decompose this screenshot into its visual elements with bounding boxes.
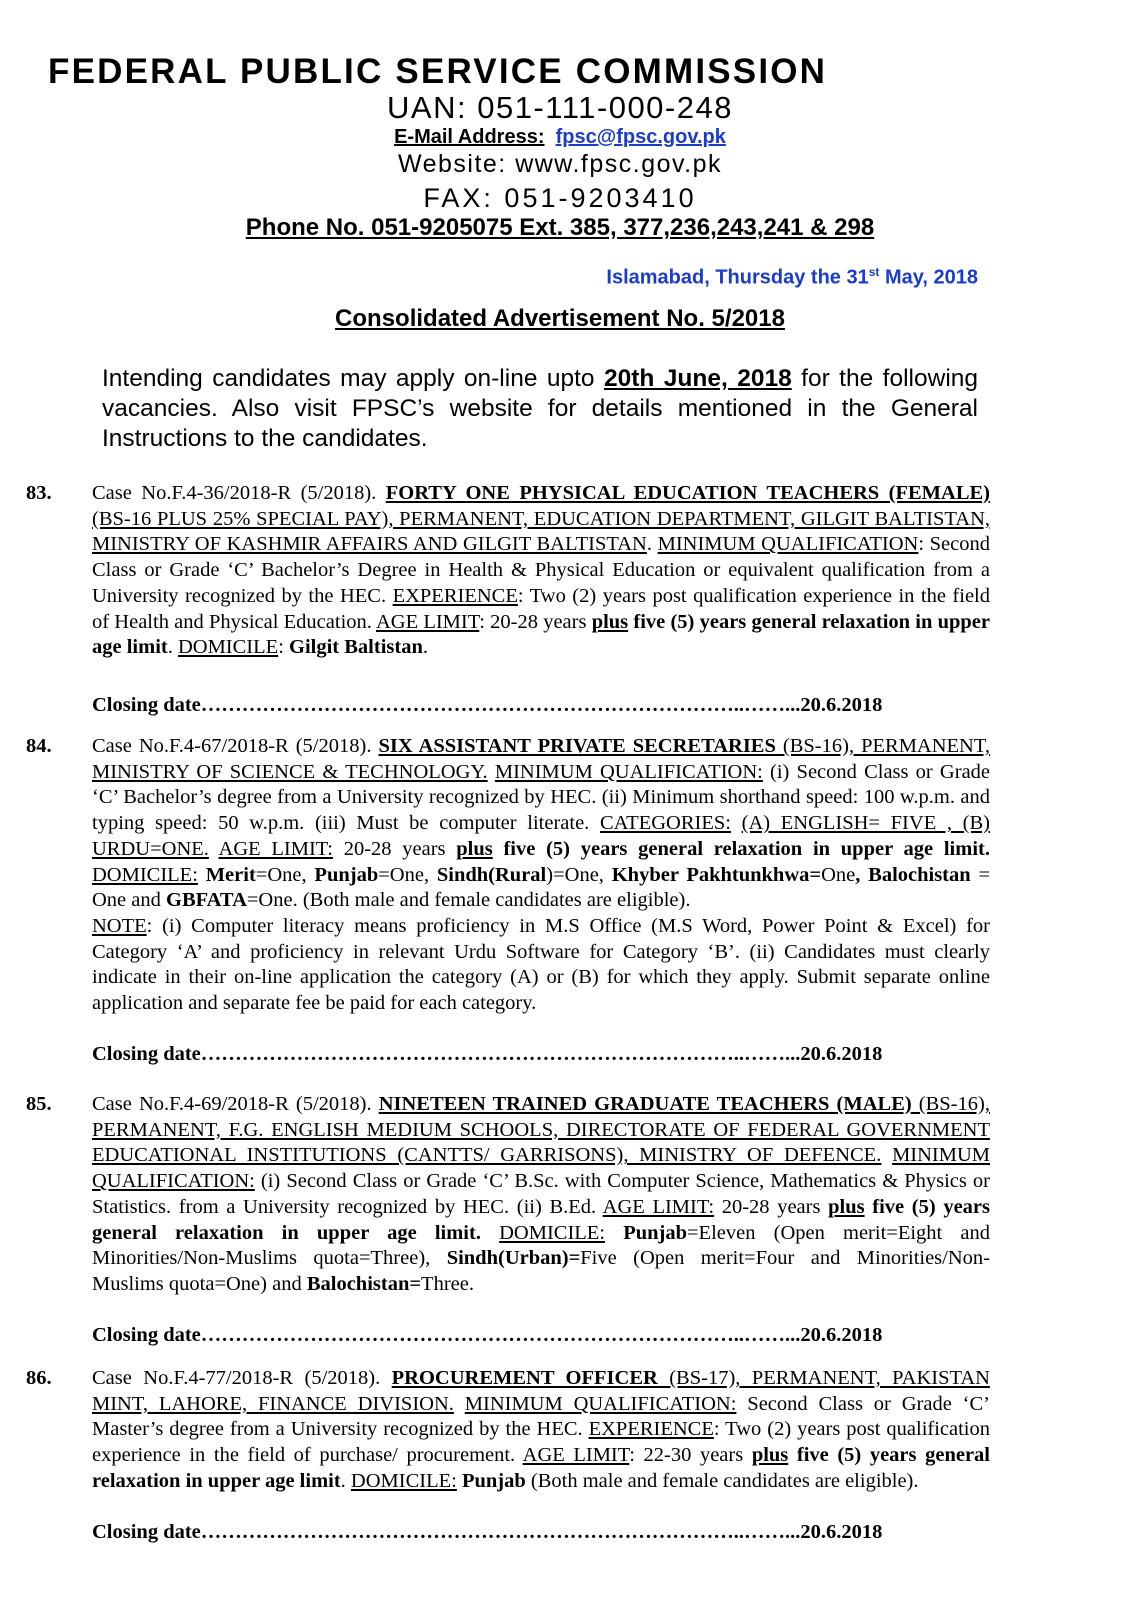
text-segment: [881, 1144, 892, 1166]
text-segment: PROCUREMENT OFFICER: [391, 1367, 658, 1389]
phone-line: Phone No. 051-9205075 Ext. 385, 377,236,243,241 & 298: [245, 214, 875, 241]
text-segment: : Two (2) years post qualification experience in the field of purchase/ procurement.: [92, 1418, 991, 1467]
date-suffix: May, 2018: [879, 266, 978, 289]
text-segment: [481, 1222, 499, 1244]
text-segment: Punjab: [623, 1221, 687, 1244]
date-line: [606, 265, 978, 290]
text-segment: (i) Second Class or Grade ‘C’ Bachelor’s degree from a University recognized by HEC. (ii) Minimum shorthand speed: 100 w.p.m. and typing speed: 50 w.p.m. (iii) Must be computer literate.: [92, 760, 991, 835]
entry-body: [92, 481, 990, 661]
intro-pre: Intending candidates may apply on-line upto: [102, 365, 604, 392]
text-segment: Five (Open merit=Four and Minorities/Non-Muslims quota=One) and: [92, 1247, 990, 1295]
text-segment: NOTE: [92, 914, 147, 937]
email-link[interactable]: fpsc@fpsc.gov.pk: [555, 126, 726, 148]
text-segment: DOMICILE:: [499, 1221, 606, 1244]
text-segment: )=One,: [546, 863, 612, 886]
text-segment: AGE LIMIT:: [602, 1195, 715, 1218]
advertisement-title: Consolidated Advertisement No. 5/2018: [335, 305, 785, 332]
closing-date: Closing date……………………………………………………………………..……...20.6.2018: [92, 694, 883, 716]
text-segment: Case No.F.4-69/2018-R (5/2018).: [92, 1093, 379, 1115]
entry-number: 83.: [26, 482, 52, 504]
text-segment: (A) ENGLISH= FIVE , (B) URDU=ONE.: [92, 812, 990, 860]
closing-date: Closing date……………………………………………………………………..……...20.6.2018: [92, 1043, 883, 1065]
entry-body: [92, 1366, 990, 1495]
text-segment: SIX ASSISTANT PRIVATE SECRETARIES: [378, 735, 776, 757]
text-segment: (BS-16), PERMANENT, MINISTRY OF SCIENCE & TECHNOLOGY.: [92, 735, 990, 783]
text-segment: =One. (Both male and female candidates are eligible).: [246, 889, 691, 912]
text-segment: Sindh(Rural: [436, 863, 547, 886]
text-segment: : (i) Computer literacy means proficiency in M.S Office (M.S Word, Power Point & Excel) for Category ‘A’ and proficiency in relevant Urdu Software for Category ‘B’. (ii) Candidates must clearly indicate in their on-line application the category (A) or (B) for which they apply. Submit separate online application and separate fee be paid for each category.: [92, 914, 990, 1015]
text-segment: Merit: [205, 863, 256, 886]
text-segment: DOMICILE:: [350, 1469, 457, 1492]
text-segment: 20-28 years: [714, 1195, 829, 1218]
text-segment: FORTY ONE PHYSICAL EDUCATION TEACHERS (FEMALE): [385, 482, 990, 504]
text-segment: :: [278, 636, 290, 659]
text-segment: AGE LIMIT: [375, 610, 480, 633]
website-line: Website: www.fpsc.gov.pk: [397, 150, 723, 178]
text-segment: =Eleven (Open merit=Eight and Minorities/Non-Muslims quota=Three),: [92, 1221, 991, 1270]
text-segment: DOMICILE: [177, 636, 279, 659]
text-segment: Second Class or Grade ‘C’ Master’s degree from a University recognized by the HEC.: [92, 1392, 991, 1441]
text-segment: MINIMUM QUALIFICATION:: [92, 1144, 991, 1193]
text-segment: Punjab: [314, 863, 379, 886]
text-segment: : Second Class or Grade ‘C’ Bachelor’s Degree in Health & Physical Education or equivalent qualification from a University recognized by the HEC.: [92, 533, 991, 607]
text-segment: Case No.F.4-36/2018-R (5/2018).: [92, 482, 386, 504]
text-segment: [731, 812, 742, 834]
text-segment: MINIMUM QUALIFICATION:: [464, 1392, 737, 1415]
org-title: FEDERAL PUBLIC SERVICE COMMISSION: [48, 52, 828, 91]
text-segment: Khyber Pakhtunkhwa=: [611, 863, 822, 886]
text-segment: GBFATA: [166, 889, 247, 912]
text-segment: AGE LIMIT:: [218, 837, 333, 860]
text-segment: plus: [591, 610, 629, 633]
fax-line: FAX: 051-9203410: [423, 183, 697, 213]
text-segment: [198, 864, 206, 886]
entry-body: [92, 1092, 990, 1298]
closing-date: Closing date……………………………………………………………………..……...20.6.2018: [92, 1324, 883, 1346]
text-segment: five (5) years general relaxation in upper age limit: [92, 1444, 990, 1492]
text-segment: Punjab: [461, 1469, 526, 1492]
text-segment: =One,: [255, 863, 315, 886]
text-segment: Three.: [421, 1272, 474, 1295]
text-segment: Case No.F.4-67/2018-R (5/2018).: [92, 735, 379, 757]
text-segment: MINIMUM QUALIFICATION:: [494, 760, 763, 783]
text-segment: five (5) years general relaxation in upper age limit: [92, 610, 990, 659]
text-segment: EXPERIENCE: [392, 584, 518, 607]
text-segment: : 20-28 years: [479, 610, 592, 633]
text-segment: [209, 838, 219, 860]
text-segment: (BS-17), PERMANENT, PAKISTAN MINT, LAHORE, FINANCE DIVISION.: [92, 1367, 990, 1415]
entry-body: [92, 734, 990, 1017]
text-segment: (i) Second Class or Grade ‘C’ B.Sc. with Computer Science, Mathematics & Physics or Statistics. from a University recognized by HEC. (ii) B.Ed.: [92, 1170, 990, 1218]
entry-number: 85.: [26, 1093, 52, 1115]
date-prefix: Islamabad, Thursday the 31: [606, 266, 869, 289]
text-segment: = One and: [92, 863, 991, 912]
text-segment: EXPERIENCE: [588, 1418, 714, 1441]
text-segment: (BS-16), PERMANENT, F.G. ENGLISH MEDIUM SCHOOLS, DIRECTORATE OF FEDERAL GOVERNMENT EDUCATIONAL INSTITUTIONS (CANTTS/ GARRISONS), MINISTRY OF DEFENCE.: [92, 1093, 990, 1167]
text-segment: Balochistan=: [306, 1272, 422, 1295]
text-segment: Sindh(Urban)=: [446, 1247, 581, 1270]
text-segment: .: [340, 1469, 351, 1492]
text-segment: , Balochistan: [855, 863, 971, 886]
text-segment: [488, 761, 495, 783]
text-segment: Case No.F.4-77/2018-R (5/2018).: [92, 1367, 392, 1389]
uan-line: UAN: 051-111-000-248: [387, 90, 733, 125]
text-segment: =One,: [378, 863, 437, 886]
text-segment: One: [821, 863, 856, 886]
entry-number: 86.: [26, 1367, 52, 1389]
text-segment: DOMICILE:: [92, 863, 198, 886]
text-segment: MINIMUM QUALIFICATION: [657, 533, 919, 556]
intro-deadline: 20th June, 2018: [604, 365, 792, 392]
email-label: E-Mail Address:: [394, 126, 545, 148]
entry-number: 84.: [26, 735, 52, 757]
text-segment: : 22-30 years: [629, 1444, 752, 1467]
text-segment: (BS-16 PLUS 25% SPECIAL PAY), PERMANENT, EDUCATION DEPARTMENT, GILGIT BALTISTAN, MINISTRY OF KASHMIR AFFAIRS AND GILGIT BALTISTAN: [92, 507, 990, 556]
text-segment: .: [646, 533, 658, 556]
text-segment: (Both male and female candidates are eligible).: [525, 1469, 919, 1492]
text-segment: Gilgit Baltistan: [289, 636, 423, 659]
text-segment: AGE LIMIT: [522, 1444, 630, 1467]
text-segment: five (5) years general relaxation in upper age limit.: [92, 1195, 990, 1244]
intro-post: for the following vacancies. Also visit FPSC’s website for details mentioned in the General Instructions to the candidates.: [102, 365, 979, 452]
text-segment: plus: [456, 837, 493, 860]
text-segment: : Two (2) years post qualification experience in the field of Health and Physical Education.: [92, 584, 990, 633]
closing-date: Closing date……………………………………………………………………..……...20.6.2018: [92, 1521, 883, 1543]
text-segment: .: [422, 636, 428, 659]
text-segment: plus: [751, 1444, 789, 1467]
intro-paragraph: [102, 364, 978, 454]
text-segment: five (5) years general relaxation in upper age limit.: [492, 837, 990, 860]
text-segment: [454, 1393, 465, 1415]
text-segment: [605, 1222, 623, 1244]
text-segment: CATEGORIES:: [599, 812, 731, 835]
text-segment: .: [167, 636, 178, 659]
date-sup: st: [868, 265, 880, 279]
text-segment: NINETEEN TRAINED GRADUATE TEACHERS (MALE): [378, 1093, 912, 1115]
email-line: [200, 126, 920, 149]
text-segment: 20-28 years: [332, 837, 457, 860]
text-segment: plus: [828, 1195, 865, 1218]
